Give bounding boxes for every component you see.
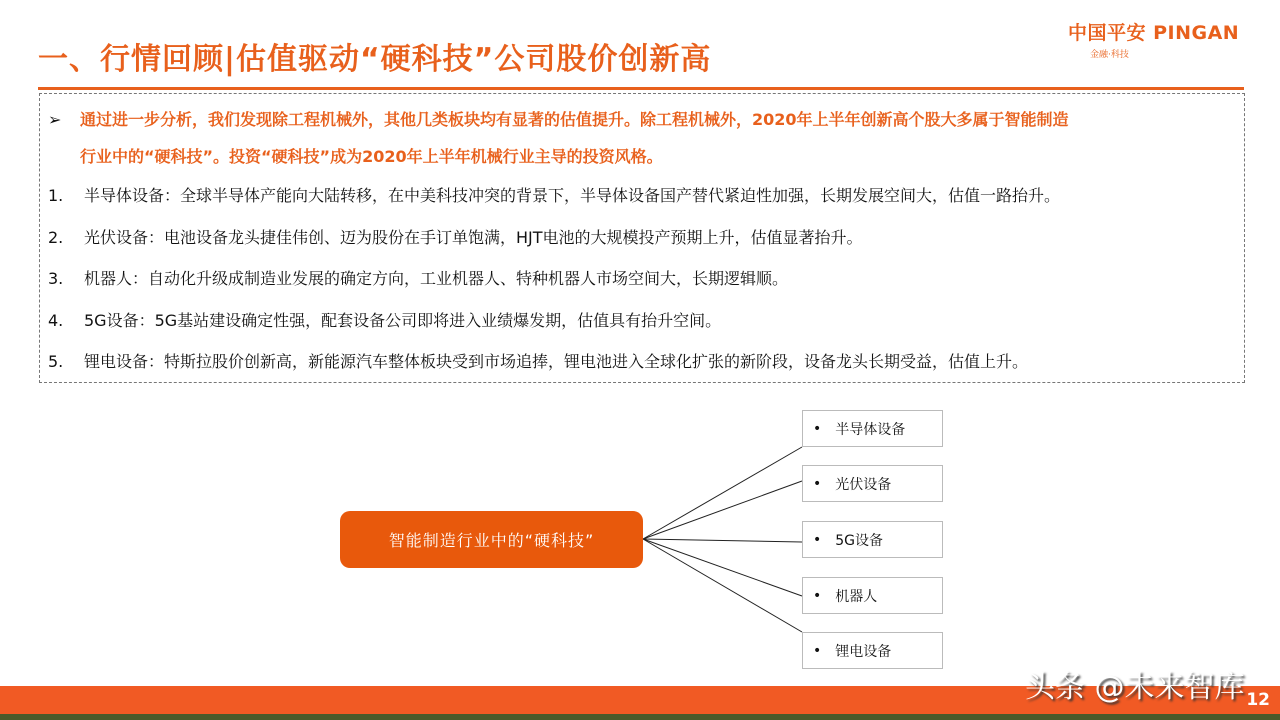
logo-sub: 金融·科技 <box>1090 50 1129 60</box>
bullet-icon: • <box>813 587 822 604</box>
connector-line <box>643 447 802 539</box>
watermark: 头条 @未来智库 <box>1025 670 1245 705</box>
leaf-label: 锂电设备 <box>835 643 892 660</box>
connector-line <box>643 539 802 632</box>
bullet-icon: • <box>813 531 822 548</box>
leaf-label: 机器人 <box>835 588 878 605</box>
leaf-node <box>802 410 943 447</box>
leaf-node <box>802 521 943 558</box>
item-text: 半导体设备：全球半导体产能向大陆转移，在中美科技冲突的背景下，半导体设备国产替代紧迫性加强，长期发展空间大，估值一路抬升。 <box>84 186 1061 205</box>
connector-line <box>643 539 802 542</box>
connector-line <box>643 539 802 596</box>
item-number: 5. <box>48 352 64 371</box>
item-number: 4. <box>48 311 64 330</box>
leaf-node <box>802 577 943 614</box>
leaf-node <box>802 465 943 502</box>
item-text: 机器人：自动化升级成制造业发展的确定方向，工业机器人、特种机器人市场空间大，长期逻辑顺。 <box>84 269 789 288</box>
item-text: 光伏设备：电池设备龙头捷佳伟创、迈为股份在手订单饱满，HJT电池的大规模投产预期上升，估值显著抬升。 <box>84 228 863 247</box>
page-number: 12 <box>1246 690 1270 710</box>
summary-text-1: 通过进一步分析，我们发现除工程机械外，其他几类板块均有显著的估值提升。除工程机械外，2020年上半年创新高个股大多属于智能制造 <box>80 110 1069 129</box>
arrow-bullet-icon: ➢ <box>48 110 62 129</box>
leaf-label: 光伏设备 <box>835 476 892 493</box>
logo-main: 中国平安 PINGAN <box>1068 22 1240 44</box>
summary-line-2: 行业中的“硬科技”。投资“硬科技”成为2020年上半年机械行业主导的投资风格。 <box>80 147 663 166</box>
footer-line <box>0 714 1280 720</box>
leaf-label: 半导体设备 <box>835 421 906 438</box>
bullet-icon: • <box>813 475 822 492</box>
center-node: 智能制造行业中的“硬科技” <box>340 511 643 568</box>
item-number: 2. <box>48 228 64 247</box>
leaf-label: 5G设备 <box>835 532 884 549</box>
item-text: 锂电设备：特斯拉股价创新高，新能源汽车整体板块受到市场追捧，锂电池进入全球化扩张的新阶段，设备龙头长期受益，估值上升。 <box>84 352 1029 371</box>
item-number: 1. <box>48 186 64 205</box>
item-text: 5G设备：5G基站建设确定性强，配套设备公司即将进入业绩爆发期，估值具有抬升空间。 <box>84 311 722 330</box>
leaf-node <box>802 632 943 669</box>
page-title: 一、行情回顾|估值驱动“硬科技”公司股价创新高 <box>38 42 712 77</box>
bullet-icon: • <box>813 420 822 437</box>
item-number: 3. <box>48 269 64 288</box>
bullet-icon: • <box>813 642 822 659</box>
connector-line <box>643 481 802 539</box>
